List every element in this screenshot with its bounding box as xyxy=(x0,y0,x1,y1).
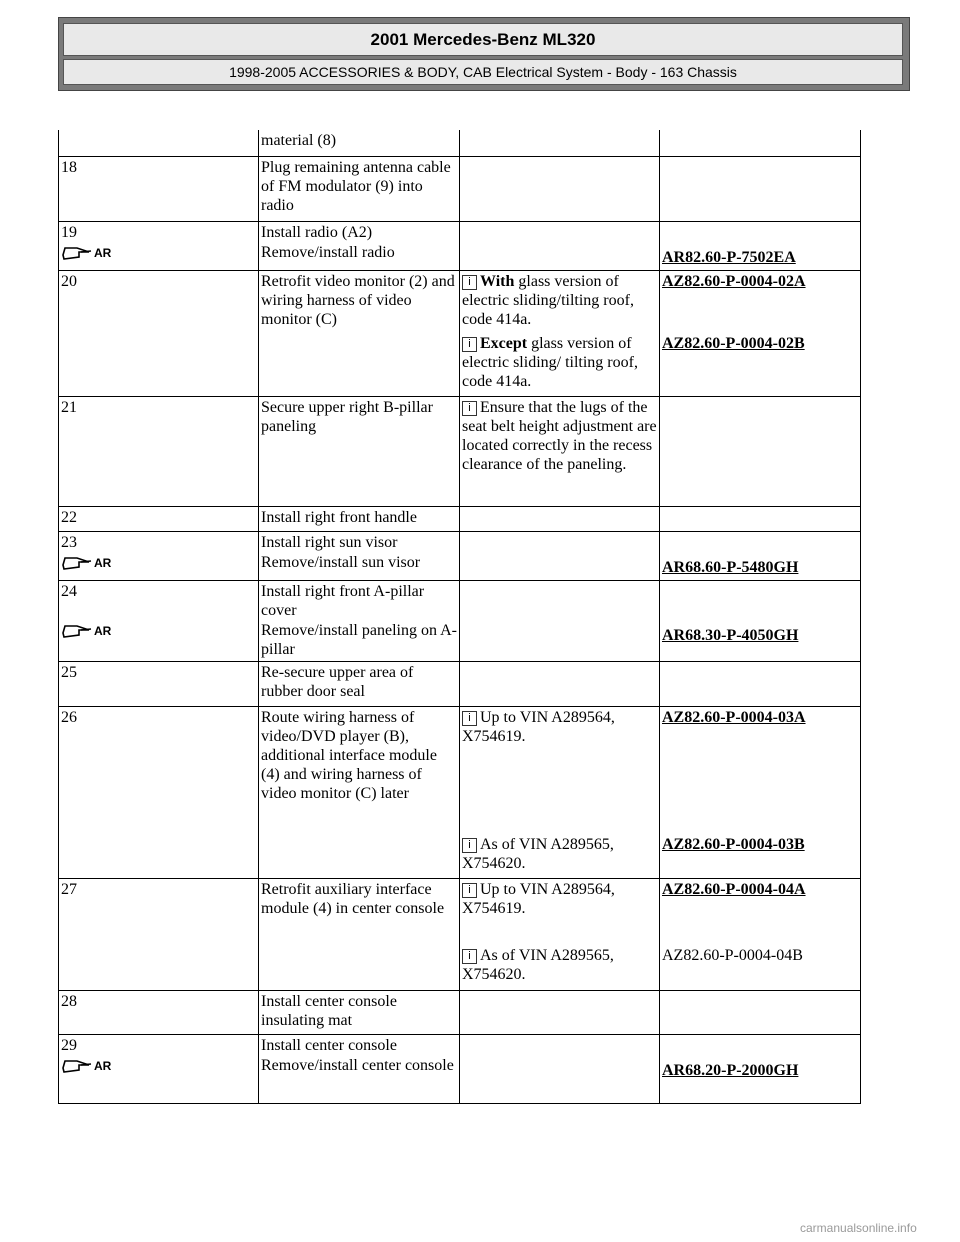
note-cell: i As of VIN A289565, X754620. xyxy=(460,834,660,878)
info-icon: i xyxy=(462,883,477,898)
step-number: 22 xyxy=(59,506,259,531)
table-row xyxy=(59,878,861,945)
reference-link[interactable]: AZ82.60-P-0004-02A xyxy=(662,272,806,290)
table-row xyxy=(59,580,861,620)
step-text: Route wiring harness of video/DVD player (B), additional interface module (4) and wiring harness of video monitor (C) later xyxy=(259,706,460,878)
step-subtext: Remove/install paneling on A-pillar xyxy=(259,620,460,661)
table-row xyxy=(59,270,861,333)
step-text: Install right front handle xyxy=(259,506,460,531)
ar-reference-icon xyxy=(61,243,127,266)
table-row xyxy=(59,990,861,1034)
step-number: 18 xyxy=(59,156,259,221)
step-number: 24 xyxy=(59,580,259,620)
step-subtext: Remove/install sun visor xyxy=(259,552,460,580)
reference-link[interactable]: AZ82.60-P-0004-04A xyxy=(662,880,806,898)
step-number: 23 xyxy=(59,531,259,552)
step-text: Install radio (A2) xyxy=(259,221,460,242)
step-subtext: Remove/install radio xyxy=(259,242,460,270)
procedure-table xyxy=(58,130,861,1104)
document-title: 2001 Mercedes-Benz ML320 xyxy=(63,23,903,56)
step-number: 29 xyxy=(59,1034,259,1055)
table-subrow xyxy=(59,620,861,661)
reference-link[interactable]: AR68.20-P-2000GH xyxy=(662,1062,799,1079)
reference-link[interactable]: AR68.60-P-5480GH xyxy=(662,559,799,576)
table-row xyxy=(59,221,861,242)
step-text: Retrofit video monitor (2) and wiring harness of video monitor (C) xyxy=(259,270,460,396)
step-text: Plug remaining antenna cable of FM modulator (9) into radio xyxy=(259,156,460,221)
step-number: 21 xyxy=(59,396,259,506)
ar-reference-icon xyxy=(61,1056,127,1079)
svg-text:AR: AR xyxy=(94,556,112,570)
reference-link[interactable]: AZ82.60-P-0004-03B xyxy=(662,836,805,853)
table-row xyxy=(59,156,861,221)
info-icon: i xyxy=(462,838,477,853)
watermark: carmanualsonline.info xyxy=(800,1221,917,1235)
info-icon: i xyxy=(462,275,477,290)
note-cell: i Up to VIN A289564, X754619. xyxy=(460,706,660,834)
step-subtext: Remove/install center console xyxy=(259,1055,460,1103)
info-icon: i xyxy=(462,401,477,416)
table-row xyxy=(59,661,861,706)
info-icon: i xyxy=(462,949,477,964)
table-row xyxy=(59,1034,861,1055)
table-row xyxy=(59,130,861,156)
table-subrow xyxy=(59,552,861,580)
reference-text: AZ82.60-P-0004-04B xyxy=(662,947,803,964)
step-number-cell xyxy=(59,130,259,156)
step-number: 25 xyxy=(59,661,259,706)
step-text: material (8) xyxy=(259,130,460,156)
table-subrow xyxy=(59,242,861,270)
svg-text:AR: AR xyxy=(94,1059,112,1073)
step-number: 27 xyxy=(59,878,259,990)
step-text: Re-secure upper area of rubber door seal xyxy=(259,661,460,706)
note-cell: i With glass version of electric sliding/tilting roof, code 414a. xyxy=(460,270,660,333)
reference-link[interactable]: AZ82.60-P-0004-03A xyxy=(662,708,806,726)
step-text: Secure upper right B-pillar paneling xyxy=(259,396,460,506)
step-text: Install right sun visor xyxy=(259,531,460,552)
table-row xyxy=(59,506,861,531)
step-number: 28 xyxy=(59,990,259,1034)
table-row xyxy=(59,396,861,506)
document-subtitle: 1998-2005 ACCESSORIES & BODY, CAB Electrical System - Body - 163 Chassis xyxy=(63,59,903,85)
step-text: Install right front A-pillar cover xyxy=(259,580,460,620)
note-cell: i As of VIN A289565, X754620. xyxy=(460,945,660,990)
svg-text:AR: AR xyxy=(94,246,112,260)
step-number: 20 xyxy=(59,270,259,396)
reference-link[interactable]: AR82.60-P-7502EA xyxy=(662,249,796,266)
svg-text:AR: AR xyxy=(94,624,112,638)
ar-reference-icon xyxy=(61,621,127,644)
reference-link[interactable]: AR68.30-P-4050GH xyxy=(662,627,799,644)
reference-link[interactable]: AZ82.60-P-0004-02B xyxy=(662,335,805,352)
step-number: 26 xyxy=(59,706,259,878)
table-row xyxy=(59,531,861,552)
step-text: Install center console insulating mat xyxy=(259,990,460,1034)
note-cell: i Up to VIN A289564, X754619. xyxy=(460,878,660,945)
note-cell: i Ensure that the lugs of the seat belt height adjustment are located correctly in the recess clearance of the paneling. xyxy=(460,396,660,506)
info-icon: i xyxy=(462,711,477,726)
table-row xyxy=(59,706,861,834)
info-icon: i xyxy=(462,337,477,352)
page-header xyxy=(58,17,910,91)
step-text: Retrofit auxiliary interface module (4) in center console xyxy=(259,878,460,990)
step-number: 19 xyxy=(59,221,259,242)
note-cell: i Except glass version of electric sliding/ tilting roof, code 414a. xyxy=(460,333,660,396)
table-subrow xyxy=(59,1055,861,1103)
ar-reference-icon xyxy=(61,553,127,576)
step-text: Install center console xyxy=(259,1034,460,1055)
